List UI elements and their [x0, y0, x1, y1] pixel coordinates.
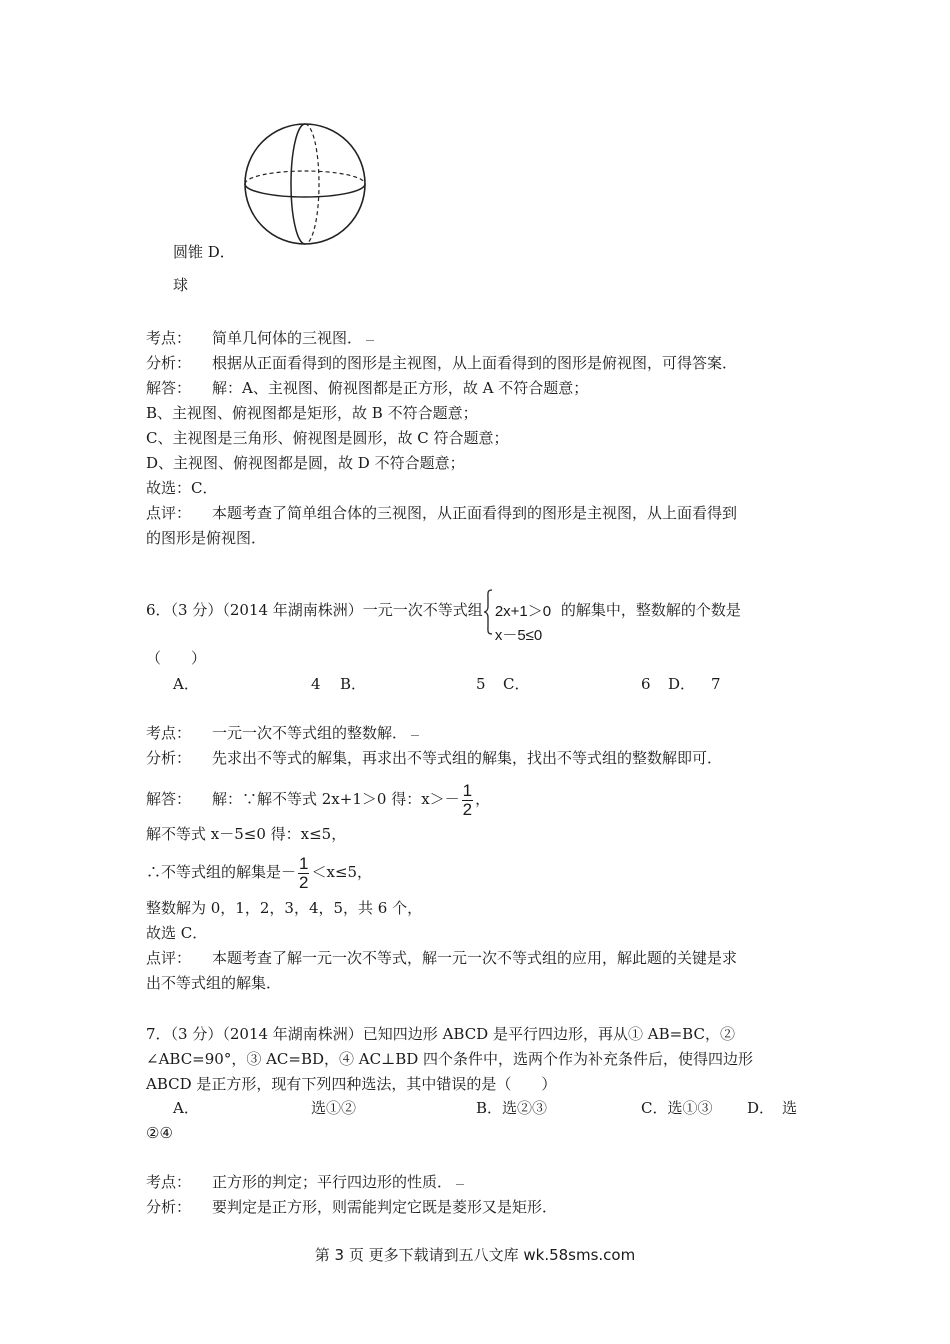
dianping-line: 本题考查了解一元一次不等式，解一元一次不等式组的应用，解此题的关键是求 [212, 949, 738, 967]
q7-option-d-label: D． [747, 1099, 775, 1117]
fenxi-text: 要判定是正方形，则需能判定它既是菱形又是矩形． [212, 1198, 558, 1216]
q7-option-a-value: 选①② [311, 1099, 357, 1117]
fraction-denominator: 2 [462, 799, 473, 819]
jieda-line: B、主视图、俯视图都是矩形，故 B 不符合题意； [146, 404, 478, 422]
dianping-line: 的图形是俯视图． [146, 529, 267, 547]
q6-option-a-value: 4 [311, 675, 321, 693]
fraction-one-half [462, 782, 473, 819]
jieda-line-end: ， [475, 790, 491, 808]
kaodian-text: 正方形的判定；平行四边形的性质． [212, 1173, 453, 1191]
q6-stem-before: 6．（3 分）（2014 年湖南株洲）一元一次不等式组 [146, 601, 483, 619]
kaodian-text: 简单几何体的三视图． [212, 329, 363, 347]
jieda-line: 解：A、主视图、俯视图都是正方形，故 A 不符合题意； [212, 379, 589, 397]
fraction-one-half [298, 855, 309, 892]
jieda-line: 故选：C． [146, 479, 218, 497]
jieda-solution-row [146, 852, 372, 892]
q7-option-d-value: 选 [782, 1099, 798, 1117]
q7-fenxi-row [146, 1196, 557, 1218]
page-footer: 第 3 页 更多下载请到五八文库 wk.58sms.com [314, 1246, 636, 1264]
sphere-figure [240, 120, 372, 248]
equator-back [245, 171, 365, 184]
jieda-line: 解不等式 x－5≤0 得：x≤5， [146, 825, 347, 843]
jieda-line-end: ＜x≤5， [311, 863, 373, 881]
q7-stem-line: ABCD 是正方形，现有下列四种选法，其中错误的是（ ） [146, 1075, 557, 1093]
prev-dianping-row [146, 502, 737, 524]
q7-option-a-label: A． [173, 1099, 199, 1117]
jieda-line: 解：∵解不等式 2x+1＞0 得：x＞－ [212, 790, 460, 808]
q6-option-d-label: D． [668, 675, 696, 693]
q6-option-a-label: A． [173, 675, 199, 693]
fraction-numerator: 1 [299, 853, 309, 873]
jieda-line: ∴不等式组的解集是－ [146, 863, 297, 881]
dianping-line: 本题考查了简单组合体的三视图，从正面看得到的图形是主视图，从上面看得到 [212, 504, 738, 522]
q6-dianping-row [146, 947, 737, 969]
dash-mark [366, 340, 374, 341]
q7-option-c [641, 1097, 713, 1119]
q6-option-b-label: B． [340, 675, 367, 693]
meridian-front [291, 124, 305, 244]
q6-option-c-label: C． [503, 675, 530, 693]
dash-mark [456, 1184, 464, 1185]
q6-answer-paren: （ ） [146, 649, 207, 667]
sphere-outline [245, 124, 365, 244]
q7-stem-line: 7．（3 分）（2014 年湖南株洲）已知四边形 ABCD 是平行四边形，再从① AB=BC，② [146, 1025, 735, 1043]
fraction-numerator: 1 [462, 780, 473, 800]
q7-option-b-label: B． [476, 1099, 503, 1117]
fraction-denominator: 2 [299, 872, 309, 892]
q7-option-c-value: 选①③ [667, 1099, 713, 1117]
q6-jieda-row [146, 779, 490, 819]
jieda-line: 故选 C． [146, 924, 208, 942]
q7-stem-line: ∠ABC=90°，③ AC=BD，④ AC⊥BD 四个条件中，选两个作为补充条件后，使得四边形 [146, 1050, 754, 1068]
dianping-label: 点评： [146, 504, 192, 522]
dianping-label: 点评： [146, 949, 192, 967]
fenxi-label: 分析： [146, 1198, 192, 1216]
jieda-label: 解答： [146, 790, 192, 808]
equator-front [245, 184, 365, 197]
q6-stem-after: 的解集中，整数解的个数是 [560, 601, 741, 619]
q6-stem [146, 586, 741, 644]
prev-jieda-row [146, 377, 588, 399]
kaodian-label: 考点： [146, 724, 192, 742]
fenxi-label: 分析： [146, 354, 192, 372]
fenxi-text: 根据从正面看得到的图形是主视图，从上面看得到的图形是俯视图，可得答案． [212, 354, 738, 372]
system-row-1: 2x+1＞0 [494, 603, 552, 620]
jieda-line: D、主视图、俯视图都是圆，故 D 不符合题意； [146, 454, 465, 472]
jieda-line: C、主视图是三角形、俯视图是圆形，故 C 符合题意； [146, 429, 509, 447]
dianping-line: 出不等式组的解集． [146, 974, 282, 992]
option-d-tail: 球 [173, 276, 189, 294]
q7-option-d-wrap: ②④ [146, 1124, 173, 1142]
prev-kaodian-row [146, 327, 374, 349]
q6-option-b-value: 5 [476, 675, 486, 693]
jieda-label: 解答： [146, 379, 192, 397]
fenxi-text: 先求出不等式的解集，再求出不等式组的解集，找出不等式组的整数解即可． [212, 749, 723, 767]
q6-option-d-value: 7 [711, 675, 721, 693]
q6-kaodian-row [146, 722, 419, 744]
left-brace-icon [483, 589, 493, 635]
q7-option-c-label: C． [641, 1099, 668, 1117]
q7-option-b-value: 选②③ [502, 1099, 548, 1117]
kaodian-text: 一元一次不等式组的整数解． [212, 724, 408, 742]
fenxi-label: 分析： [146, 749, 192, 767]
q6-option-c-value: 6 [641, 675, 651, 693]
kaodian-label: 考点： [146, 329, 192, 347]
dash-mark [411, 735, 419, 736]
q7-option-b [476, 1097, 547, 1119]
inequality-system [483, 587, 561, 644]
option-c-tail: 圆锥 D． [173, 243, 235, 261]
q7-kaodian-row [146, 1171, 464, 1193]
jieda-line: 整数解为 0，1，2，3，4，5，共 6 个， [146, 899, 423, 917]
prev-fenxi-row [146, 352, 737, 374]
q6-fenxi-row [146, 747, 722, 769]
kaodian-label: 考点： [146, 1173, 192, 1191]
meridian-back [305, 124, 319, 244]
system-row-2: x－5≤0 [494, 627, 543, 644]
